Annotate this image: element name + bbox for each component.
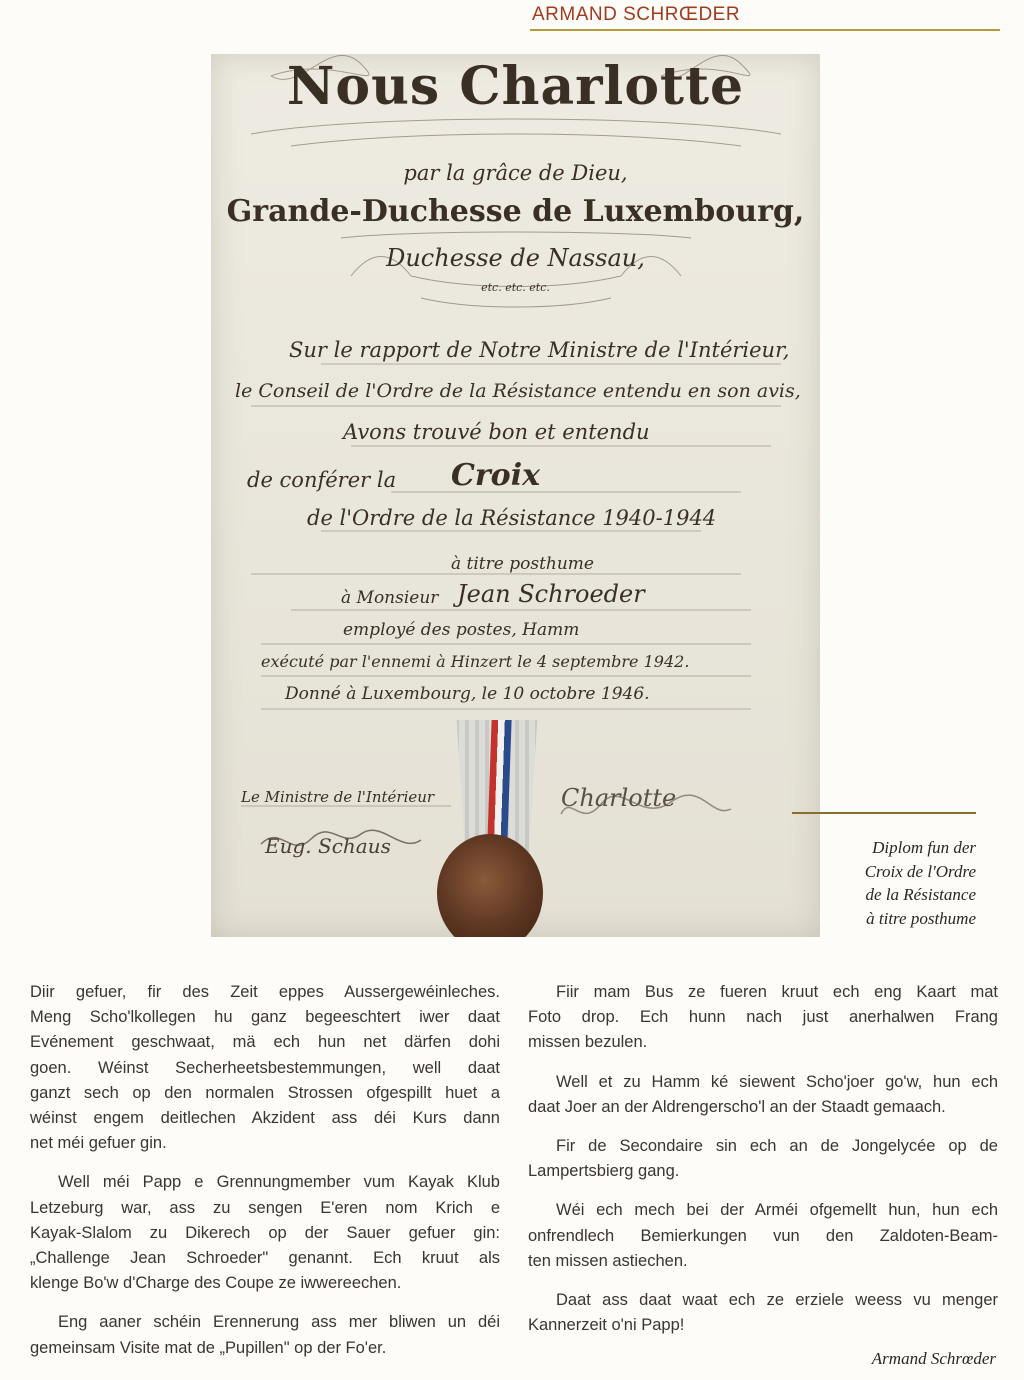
- left-column: [30, 980, 500, 1375]
- diploma-line: Donné à Luxembourg, le 10 octobre 1946.: [285, 684, 650, 704]
- text-line: Lampertsbierg gang.: [528, 1162, 680, 1181]
- diploma-line: Avons trouvé bon et entendu: [343, 420, 650, 444]
- text-line: daat Joer an der Aldrengerscho'l an der Staadt gemaach.: [528, 1097, 946, 1116]
- text-line: Fir de Secondaire sin ech an de Jongelycée op de: [556, 1137, 998, 1156]
- text-line: ganzt sech op den normalen Strossen ofgespillt huet a: [30, 1083, 500, 1102]
- text-line: Evénement geschwaat, mä ech hun net därfen dohi: [30, 1033, 500, 1052]
- text-line: goen. Wéinst Secherheetsbestemmungen, well daat: [30, 1058, 500, 1077]
- text-line: „Challenge Jean Schroeder" genannt. Ech kruut als: [30, 1249, 500, 1268]
- diploma-duchesse: Duchesse de Nassau,: [386, 244, 645, 272]
- diploma-line: Sur le rapport de Notre Ministre de l'Intérieur,: [289, 338, 790, 362]
- minister-label: Le Ministre de l'Intérieur: [241, 788, 435, 806]
- diploma-line: de conférer la: [247, 468, 397, 492]
- diploma-line-name: Jean Schroeder: [457, 580, 645, 608]
- caption-line: de la Résistance: [865, 885, 976, 904]
- text-line: Well méi Papp e Grennungmember vum Kayak Klub: [58, 1173, 500, 1192]
- text-line: klenge Bo'w d'Charge des Coupe ze iwwereechen.: [30, 1274, 402, 1293]
- caption-line: Diplom fun der: [872, 838, 976, 857]
- diploma-title: Nous Charlotte: [286, 56, 745, 117]
- text-line: Kannerzeit o'ni Papp!: [528, 1316, 685, 1335]
- text-line: missen bezulen.: [528, 1033, 648, 1052]
- diploma-line: à titre posthume: [451, 554, 594, 574]
- caption-line: à titre posthume: [866, 908, 976, 928]
- photo-caption: [800, 836, 976, 930]
- caption-rule: [792, 812, 976, 814]
- diploma-line: le Conseil de l'Ordre de la Résistance entendu en son avis,: [235, 380, 801, 402]
- caption-line: Croix de l'Ordre: [864, 861, 976, 881]
- paragraph: [528, 980, 998, 1056]
- text-line: Wéi ech mech bei der Arméi ofgemellt hun, hun ech: [556, 1201, 998, 1220]
- text-line: onfrendlech Bemierkungen vun den Zaldoten-Beam-: [528, 1226, 998, 1245]
- text-line: Foto drop. Ech hunn nach just anerhalwen Frang: [528, 1008, 998, 1027]
- diploma-grace: par la grâce de Dieu,: [403, 161, 628, 185]
- paragraph: [528, 1288, 998, 1338]
- paragraph: [30, 1310, 500, 1360]
- paragraph: [528, 1070, 998, 1120]
- text-line: ten missen astiechen.: [528, 1251, 688, 1270]
- text-line: Daat ass daat waat ech ze erziele weess vu menger: [556, 1291, 998, 1310]
- text-line: Letzeburg war, ass zu sengen E'eren nom Krich e: [30, 1198, 500, 1217]
- diploma-grand-duchesse: Grande-Duchesse de Luxembourg,: [226, 194, 805, 229]
- text-line: Eng aaner schéin Erennerung ass mer bliwen un déi: [58, 1313, 500, 1332]
- minister-signature: Eug. Schaus: [265, 834, 391, 858]
- diploma-line: de l'Ordre de la Résistance 1940-1944: [307, 506, 717, 530]
- right-column: [528, 980, 998, 1352]
- paragraph: [30, 980, 500, 1156]
- text-line: Kayak-Slalom zu Dikerech op der Sauer gefuer gin:: [30, 1223, 500, 1242]
- text-line: Diir gefuer, fir des Zeit eppes Aussergewéinleches.: [30, 983, 500, 1001]
- author-signature: Armand Schrœder: [871, 1349, 996, 1368]
- paragraph: [30, 1170, 500, 1296]
- diploma-etc: etc. etc. etc.: [481, 281, 550, 294]
- diploma-line: à Monsieur: [341, 588, 439, 608]
- header-title: ARMAND SCHRŒDER: [532, 4, 741, 25]
- paragraph: [528, 1134, 998, 1184]
- text-line: Meng Scho'lkollegen hu ganz begeeschtert iwer daat: [30, 1008, 500, 1027]
- text-line: gemeinsam Visite mat de „Pupillen" op der Fo'er.: [30, 1338, 387, 1357]
- text-line: wéinst engem deitlechen Akzident ass déi Kurs dann: [30, 1109, 500, 1128]
- text-line: Fiir mam Bus ze fueren kruut ech eng Kaart mat: [556, 983, 998, 1001]
- diploma-photo: [211, 54, 820, 937]
- diploma-line: exécuté par l'ennemi à Hinzert le 4 septembre 1942.: [261, 652, 690, 671]
- paragraph: [528, 1198, 998, 1274]
- diploma-line: employé des postes, Hamm: [343, 620, 580, 640]
- text-line: net méi gefuer gin.: [30, 1134, 167, 1153]
- text-line: Well et zu Hamm ké siewent Scho'joer go'w, hun ech: [556, 1072, 998, 1091]
- sovereign-signature: Charlotte: [561, 784, 677, 812]
- diploma-line-croix: Croix: [451, 458, 540, 493]
- header-rule: [530, 29, 1000, 31]
